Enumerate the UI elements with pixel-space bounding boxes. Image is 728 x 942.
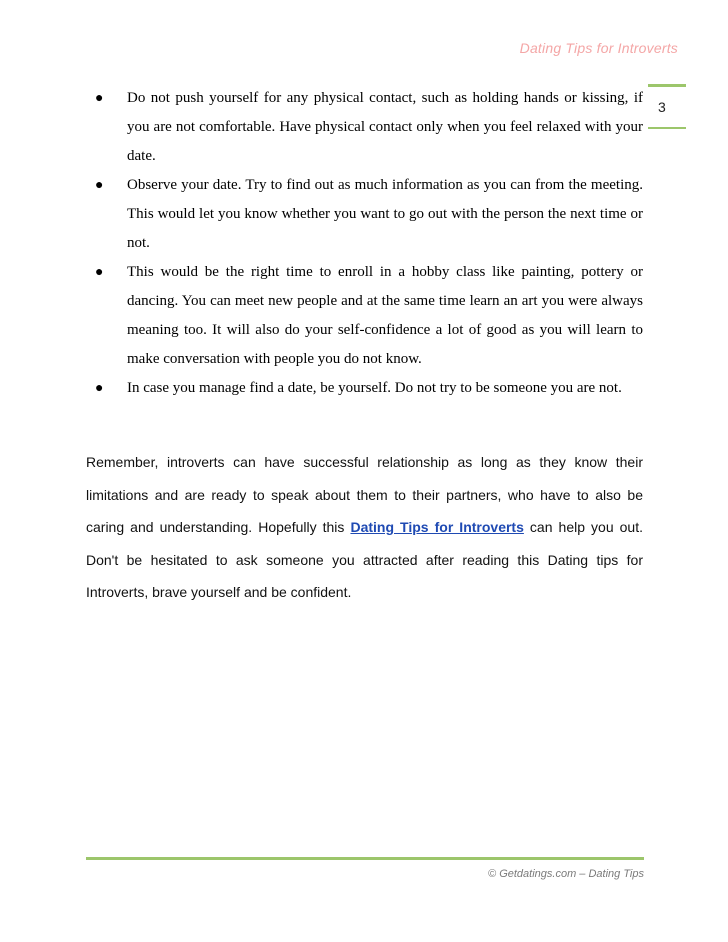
bullet-item	[95, 374, 643, 403]
paragraph-text-after-link: can help you out. Don't be hesitated to ask someone you attracted after reading this Dating tips for Introverts, brave yourself and be confident.	[86, 519, 644, 600]
bullet-dot-icon: ●	[95, 91, 104, 106]
bullet-dot-icon: ●	[95, 381, 104, 396]
bullet-text: Do not push yourself for any physical contact, such as holding hands or kissing, if you are not comfortable. Have physical contact only when you feel relaxed with your date.	[127, 90, 643, 164]
dating-tips-link[interactable]: Dating Tips for Introverts	[350, 519, 524, 535]
bullet-text: This would be the right time to enroll in a hobby class like painting, pottery or dancing. You can meet new people and at the same time learn an art you were always meaning too. It will also do your self-confidence a lot of good as you will learn to make conversation with people you do not know.	[127, 264, 643, 367]
header-title: Dating Tips for Introverts	[519, 40, 678, 56]
footer-text: © Getdatings.com – Dating Tips	[488, 868, 644, 880]
bullet-text: In case you manage find a date, be yourself. Do not try to be someone you are not.	[127, 380, 622, 396]
header-rule-bottom	[648, 127, 686, 129]
bullet-text: Observe your date. Try to find out as much information as you can from the meeting. This would let you know whether you want to go out with the person the next time or not.	[127, 177, 643, 251]
page-number: 3	[658, 99, 666, 115]
header-rule-top	[648, 84, 686, 87]
footer-rule	[86, 857, 644, 860]
bullet-dot-icon: ●	[95, 178, 104, 193]
bullet-item	[95, 84, 643, 171]
bullet-dot-icon: ●	[95, 265, 104, 280]
conclusion-paragraph	[86, 446, 643, 609]
tips-bullet-list	[95, 84, 643, 403]
bullet-item	[95, 258, 643, 374]
paragraph-text-before-link: Remember, introverts can have successful relationship as long as they know their limitations and are ready to speak about them to their partners, who have to also be caring and understanding. Hopefully this	[86, 454, 643, 535]
bullet-item	[95, 171, 643, 258]
